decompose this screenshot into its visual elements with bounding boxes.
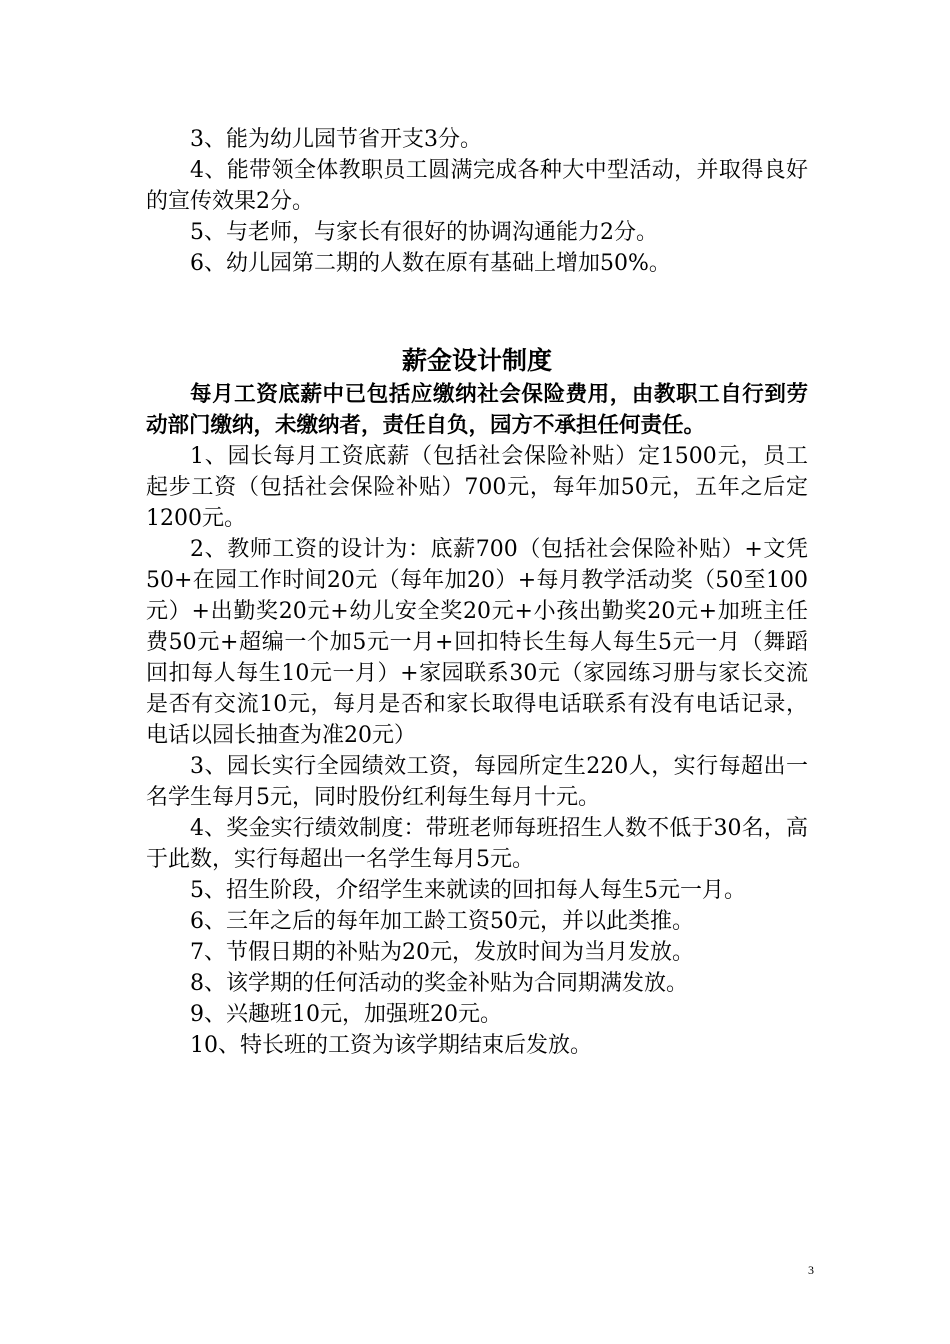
section-title: 薪金设计制度 [401,346,552,375]
salary-item-2: 2、教师工资的设计为：底薪700（包括社会保险补贴）+文凭50+在园工作时间20元（每年加20）+每月教学活动奖（50至100元）+出勤奖20元+幼儿安全奖20元+小孩出勤奖20元+加班主任费50元+超编一个加5元一月+回扣特长生每人每生5元一月（舞蹈回扣每人每生10元一月）+家园联系30元（家园练习册与家长交流是否有交流10元，每月是否和家长取得电话联系有没有电话记录，电话以园长抽查为准20元） [146,537,808,748]
salary-section [146,343,808,1061]
criteria-item-6: 6、幼儿园第二期的人数在原有基础上增加50%。 [190,251,671,276]
criteria-item-3: 3、能为幼儿园节省开支3分。 [190,127,482,152]
salary-item-3: 3、园长实行全园绩效工资，每园所定生220人，实行每超出一名学生每月5元，同时股份红利每生每月十元。 [146,754,808,810]
criteria-item-5: 5、与老师，与家长有很好的协调沟通能力2分。 [190,220,658,245]
salary-item-6: 6、三年之后的每年加工龄工资50元，并以此类推。 [190,909,694,934]
salary-item-9: 9、兴趣班10元，加强班20元。 [190,1002,502,1027]
salary-item-7: 7、节假日期的补贴为20元，发放时间为当月发放。 [190,940,694,965]
section-intro: 每月工资底薪中已包括应缴纳社会保险费用，由教职工自行到劳动部门缴纳，未缴纳者，责任自负，园方不承担任何责任。 [146,382,808,438]
criteria-list [146,124,808,279]
salary-item-4: 4、奖金实行绩效制度：带班老师每班招生人数不低于30名，高于此数，实行每超出一名学生每月5元。 [146,816,808,872]
salary-item-8: 8、该学期的任何活动的奖金补贴为合同期满发放。 [190,971,688,996]
page-number: 3 [808,1263,814,1277]
salary-item-5: 5、招生阶段，介绍学生来就读的回扣每人每生5元一月。 [190,878,746,903]
salary-item-1: 1、园长每月工资底薪（包括社会保险补贴）定1500元，员工起步工资（包括社会保险补贴）700元，每年加50元，五年之后定1200元。 [146,444,808,531]
salary-item-10: 10、特长班的工资为该学期结束后发放。 [190,1033,592,1058]
criteria-item-4: 4、能带领全体教职员工圆满完成各种大中型活动，并取得良好的宣传效果2分。 [146,158,808,214]
